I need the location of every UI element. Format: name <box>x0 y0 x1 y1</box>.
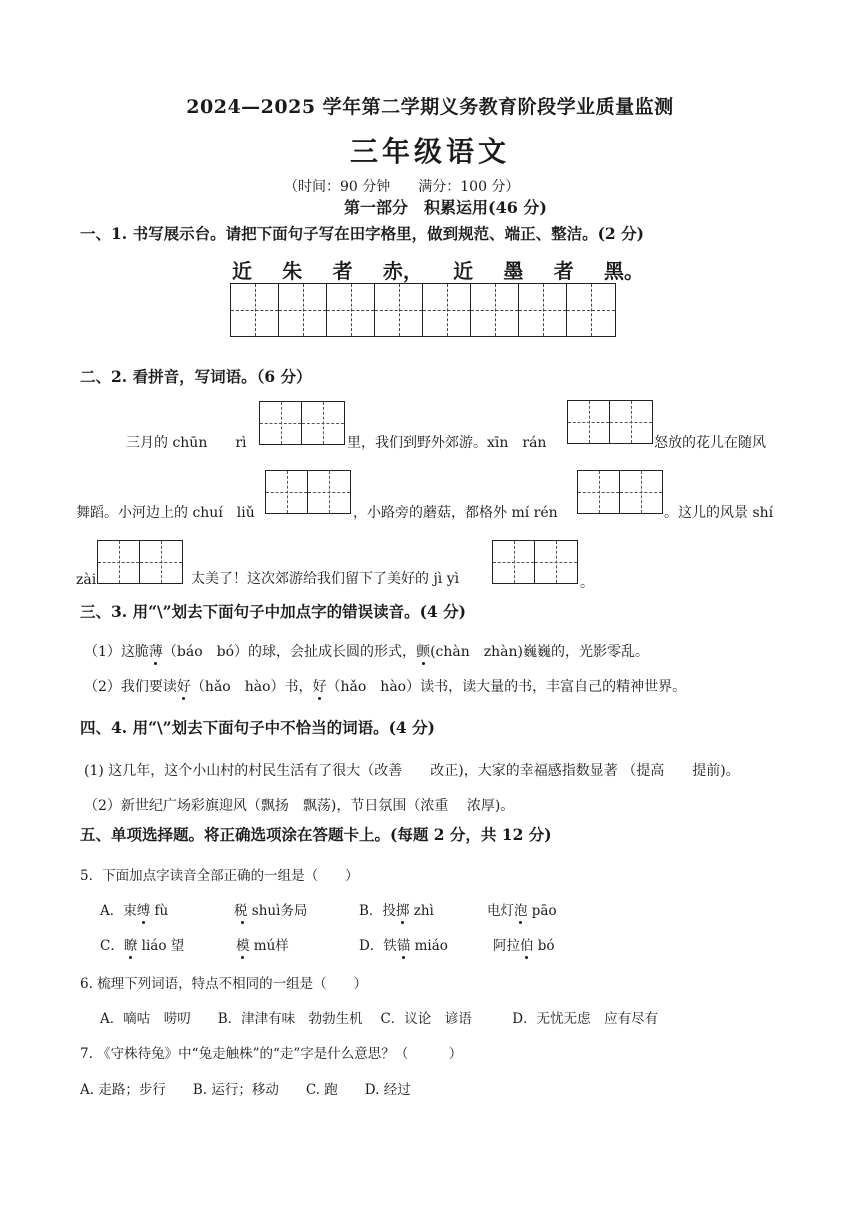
q1-char: 者 <box>553 259 574 283</box>
grid-cell[interactable] <box>327 284 375 336</box>
dotted-char: 缚 <box>136 903 151 919</box>
q4-heading: 四、4. 用“\”划去下面句子中不恰当的词语。(4 分) <box>80 718 435 737</box>
dotted-char: 掷 <box>395 903 410 919</box>
q5-option-b2[interactable]: 电灯泡 pāo <box>487 903 557 919</box>
grid-cell[interactable] <box>567 284 615 336</box>
dotted-char: 好 <box>176 679 191 695</box>
grid-cell[interactable] <box>266 471 308 513</box>
dotted-char: 瞭 <box>123 938 138 954</box>
q2-text: 三月的 chūn rì <box>126 435 247 451</box>
q5-option-d1[interactable]: D．铁锚 miáo <box>359 938 448 954</box>
q1-char: 朱 <box>282 259 303 283</box>
pinyin-box-xinran[interactable] <box>567 400 653 444</box>
grid-cell[interactable] <box>260 402 302 444</box>
grid-cell[interactable] <box>302 402 344 444</box>
dotted-char: 好 <box>312 679 327 695</box>
q3-heading: 三、3. 用“\”划去下面句子中加点字的错误读音。(4 分) <box>80 602 466 621</box>
pinyin-box-jiyi[interactable] <box>492 540 578 584</box>
q3-text: （2）我们要读 <box>84 679 177 695</box>
q2-text: 太美了！这次郊游给我们留下了美好的 jì yì <box>191 571 460 587</box>
subject-title: 三年级语文 <box>349 135 510 168</box>
q5-stem: 5．下面加点字读音全部正确的一组是（ ） <box>80 868 359 884</box>
q5-option-a1[interactable]: A．束缚 fù <box>100 903 169 919</box>
q1-char: 者 <box>332 259 353 283</box>
dotted-char: 模 <box>236 938 250 954</box>
q1-char: 黑。 <box>603 259 644 283</box>
dotted-char: 薄 <box>148 644 163 660</box>
q3-option[interactable]: （hǎo hào）读书，读大量的书，丰富自己的精神世界。 <box>326 679 687 695</box>
q3-text: （1）这脆 <box>84 644 149 660</box>
q3-option[interactable]: (chàn zhàn)巍巍的，光影零乱。 <box>430 644 649 660</box>
time-info: （时间：90 分钟 满分：100 分） <box>284 179 520 195</box>
pinyin-box-chuiliu[interactable] <box>265 470 351 514</box>
dotted-char: 颤 <box>416 644 431 660</box>
grid-cell[interactable] <box>568 401 610 443</box>
q3-line-1 <box>84 641 649 661</box>
q3-option[interactable]: （báo bó）的球，会扯成长圆的形式， <box>162 644 417 660</box>
grid-cell[interactable] <box>578 471 620 513</box>
q1-sentence <box>232 255 644 284</box>
q1-char: 近 <box>232 259 252 283</box>
pinyin-box-shizai[interactable] <box>97 540 183 584</box>
q5-option-d2[interactable]: 阿拉伯 bó <box>493 938 555 954</box>
q6-stem: 6. 梳理下列词语，特点不相同的一组是（ ） <box>80 976 368 992</box>
q5-option-a2[interactable]: 税 shuì务局 <box>234 903 308 919</box>
dotted-char: 泡 <box>514 903 528 919</box>
q1-char: 赤， <box>382 259 423 283</box>
q3-line-2 <box>84 676 686 696</box>
grid-cell[interactable] <box>471 284 519 336</box>
q2-text: zài <box>76 572 97 588</box>
q2-text: 里，我们到野外郊游。xīn rán <box>347 435 547 451</box>
q2-text: 怒放的花儿在随风 <box>654 435 766 451</box>
q2-text: 。 <box>580 575 594 591</box>
grid-cell[interactable] <box>375 284 423 336</box>
grid-cell[interactable] <box>140 541 182 583</box>
q5-option-b1[interactable]: B．投掷 zhì <box>359 903 434 919</box>
q1-char: 墨 <box>503 259 524 283</box>
q4-line-2[interactable]: （2）新世纪广场彩旗迎风（飘扬 飘荡)，节日氛围（浓重 浓厚)。 <box>84 798 515 814</box>
q1-char: 近 <box>453 259 474 283</box>
dotted-char: 锚 <box>396 938 411 954</box>
grid-cell[interactable] <box>493 541 535 583</box>
grid-cell[interactable] <box>620 471 662 513</box>
q5-option-c2[interactable]: 模 mú样 <box>236 938 289 954</box>
pinyin-box-chunri[interactable] <box>259 401 345 445</box>
grid-cell[interactable] <box>519 284 567 336</box>
q1-heading: 一、1. 书写展示台。请把下面句子写在田字格里，做到规范、端正、整洁。(2 分) <box>80 224 644 243</box>
q5-section-heading: 五、单项选择题。将正确选项涂在答题卡上。(每题 2 分，共 12 分) <box>80 825 552 844</box>
pinyin-box-miren[interactable] <box>577 470 663 514</box>
grid-cell[interactable] <box>308 471 350 513</box>
q2-text: 舞蹈。小河边上的 chuí liǔ <box>76 505 255 521</box>
grid-cell[interactable] <box>231 284 279 336</box>
q1-writing-grid[interactable] <box>230 283 616 337</box>
grid-cell[interactable] <box>279 284 327 336</box>
q4-line-1[interactable]: (1) 这几年，这个小山村的村民生活有了很大（改善 改正)，大家的幸福感指数显著 （提高 提前)。 <box>84 763 740 779</box>
part-heading: 第一部分 积累运用(46 分) <box>344 198 547 217</box>
exam-title: 2024—2025 学年第二学期义务教育阶段学业质量监测 <box>186 96 674 118</box>
q2-heading: 二、2. 看拼音，写词语。（6 分） <box>80 367 312 386</box>
grid-cell[interactable] <box>98 541 140 583</box>
dotted-char: 伯 <box>520 938 534 954</box>
grid-cell[interactable] <box>535 541 577 583</box>
q3-option[interactable]: （hǎo hào）书， <box>190 679 313 695</box>
q2-text: 。这儿的风景 shí <box>664 505 774 521</box>
q7-options[interactable]: A. 走路；步行 B. 运行；移动 C. 跑 D. 经过 <box>80 1082 411 1098</box>
grid-cell[interactable] <box>610 401 652 443</box>
q7-stem: 7. 《守株待兔》中“兔走触株”的“走”字是什么意思？（ ） <box>80 1046 463 1062</box>
dotted-char: 税 <box>234 903 252 919</box>
q2-text: ，小路旁的蘑菇，都格外 mí rén <box>353 505 558 521</box>
q6-options[interactable]: A．嘀咕 唠叨 B．津津有味 勃勃生机 C．议论 谚语 D．无忧无虑 应有尽有 <box>100 1011 659 1027</box>
q5-option-c1[interactable]: C．瞭 liáo 望 <box>100 938 185 954</box>
grid-cell[interactable] <box>423 284 471 336</box>
